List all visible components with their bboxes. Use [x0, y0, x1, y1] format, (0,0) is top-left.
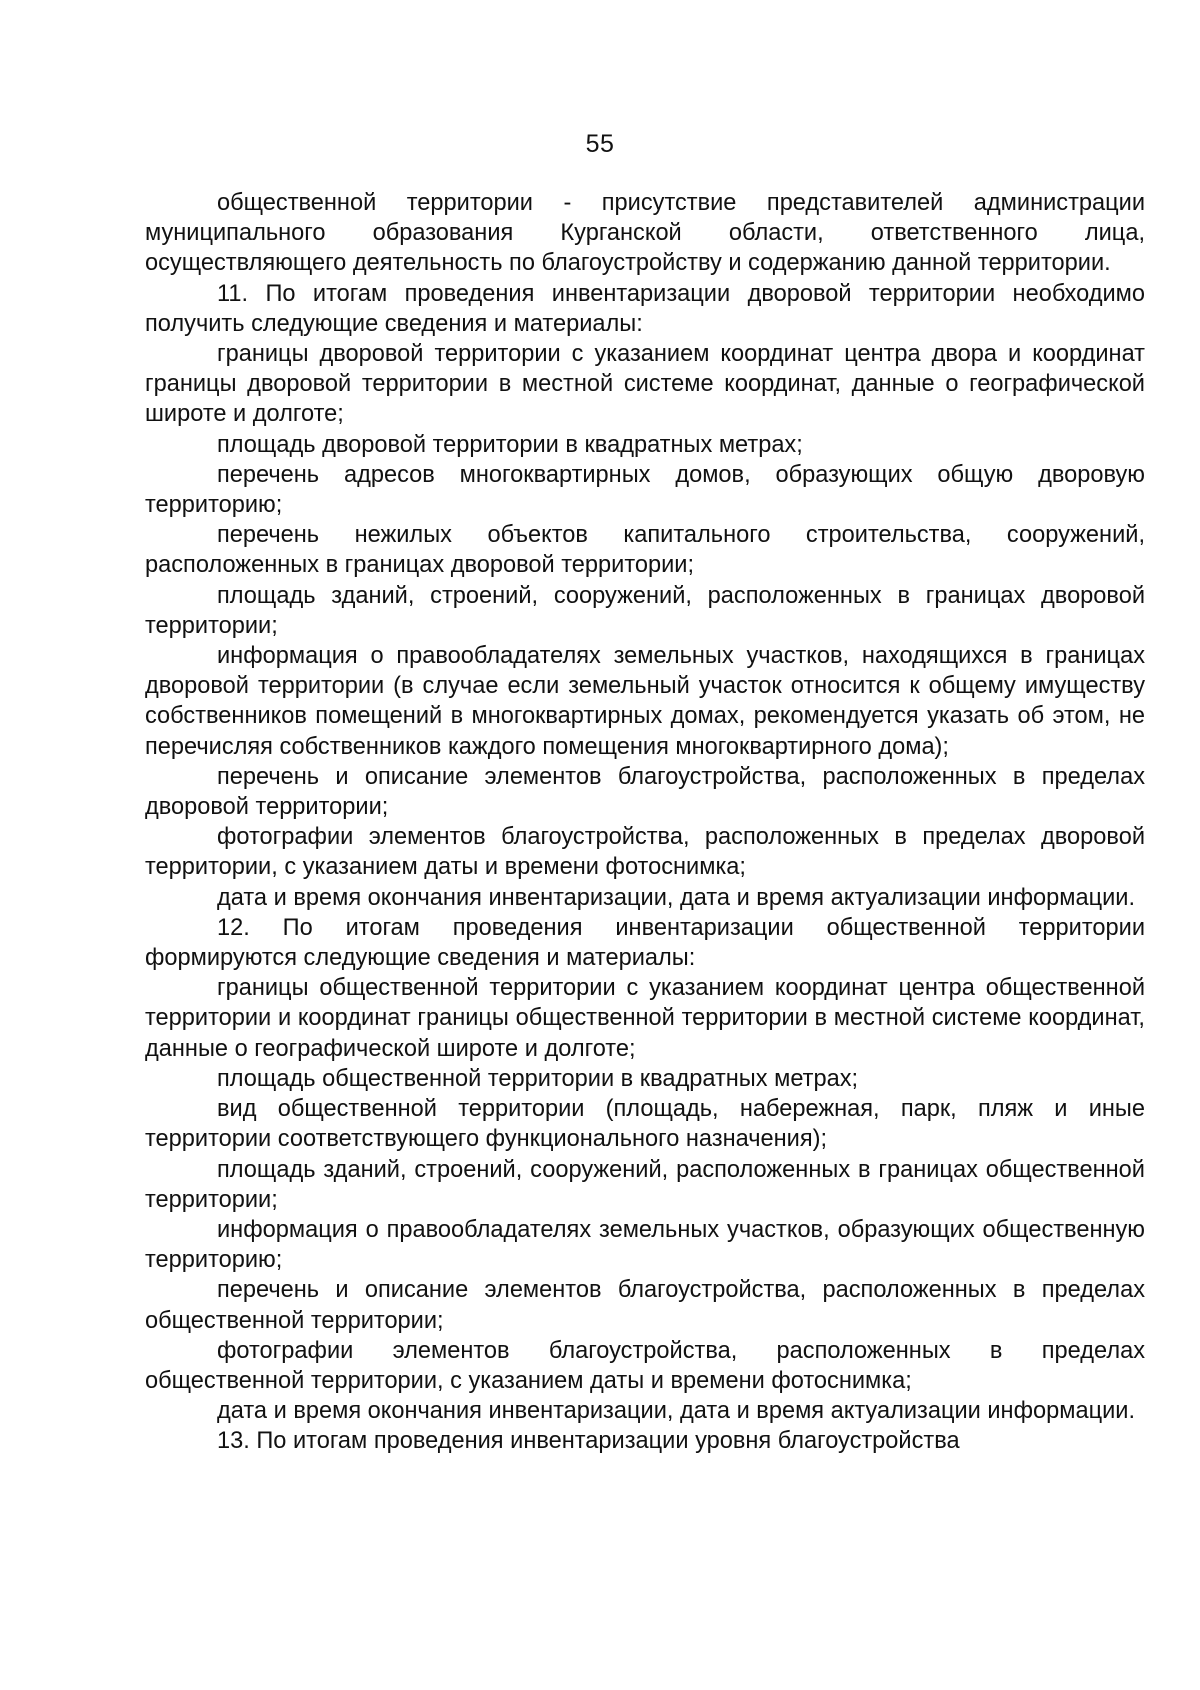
list-item: перечень и описание элементов благоустройства, расположенных в пределах дворовой территории;: [145, 763, 1145, 821]
list-item: фотографии элементов благоустройства, расположенных в пределах общественной территории, с указанием даты и времени фотоснимка;: [145, 1337, 1145, 1394]
list-item: дата и время окончания инвентаризации, дата и время актуализации информации.: [217, 884, 1136, 911]
list-item: площадь зданий, строений, сооружений, расположенных в границах дворовой территории;: [145, 582, 1145, 639]
page-number: 55: [585, 130, 615, 158]
paragraph-item-11: 11. По итогам проведения инвентаризации дворовой территории необходимо получить следующие сведения и материалы:: [145, 280, 1145, 337]
list-item: информация о правообладателях земельных участков, находящихся в границах дворовой территории (в случае если земельный участок относится к общему имуществу собственников помещений в многоквартирных домах, рекомендуется указать об этом, не перечисляя собственников каждого помещения многоквартирного дома);: [145, 643, 1145, 760]
list-item: границы общественной территории с указанием координат центра общественной территории и координат границы общественной территории в местной системе координат, данные о географической широте и долготе;: [145, 975, 1145, 1062]
list-item: информация о правообладателях земельных участков, образующих общественную территорию;: [145, 1216, 1145, 1274]
list-item: вид общественной территории (площадь, набережная, парк, пляж и иные территории соответствующего функционального назначения);: [145, 1096, 1145, 1153]
list-item: дата и время окончания инвентаризации, дата и время актуализации информации.: [217, 1398, 1136, 1425]
paragraph-item-12: 12. По итогам проведения инвентаризации общественной территории формируются следующие сведения и материалы:: [145, 914, 1145, 972]
list-item: перечень нежилых объектов капитального строительства, сооружений, расположенных в границах дворовой территории;: [145, 522, 1145, 579]
list-item: границы дворовой территории с указанием координат центра двора и координат границы дворовой территории в местной системе координат, данные о географической широте и долготе;: [145, 341, 1145, 428]
list-item: фотографии элементов благоустройства, расположенных в пределах дворовой территории, с указанием даты и времени фотоснимка;: [145, 824, 1145, 881]
document-body: [145, 188, 1145, 1457]
list-item: перечень адресов многоквартирных домов, образующих общую дворовую территорию;: [145, 461, 1145, 519]
paragraph-continuation: общественной территории - присутствие представителей администрации муниципального образования Курганской области, ответственного лица, осуществляющего деятельность по благоустройству и содержанию данной территории.: [145, 190, 1145, 277]
list-item: площадь дворовой территории в квадратных метрах;: [217, 431, 803, 458]
paragraph-item-13: 13. По итогам проведения инвентаризации уровня благоустройства: [217, 1428, 960, 1455]
list-item: площадь общественной территории в квадратных метрах;: [217, 1065, 859, 1092]
list-item: перечень и описание элементов благоустройства, расположенных в пределах общественной территории;: [145, 1277, 1145, 1334]
list-item: площадь зданий, строений, сооружений, расположенных в границах общественной территории;: [145, 1156, 1145, 1213]
